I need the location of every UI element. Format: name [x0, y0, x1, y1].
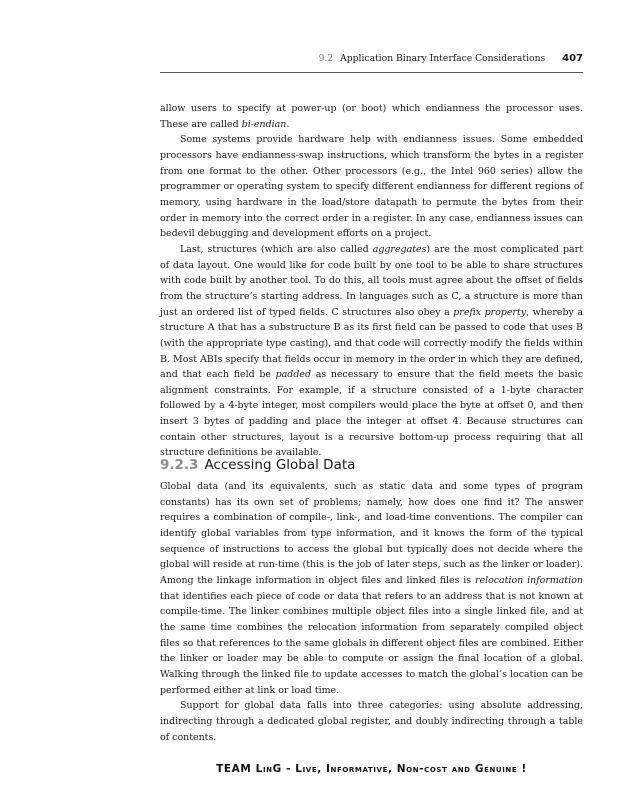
page-number: 407 — [562, 53, 583, 64]
section-heading — [160, 457, 583, 473]
body-text-top — [160, 101, 583, 461]
body-text-bottom — [160, 479, 583, 745]
running-head-section-number: 9.2 — [318, 53, 334, 64]
paragraph-support-global-data: Support for global data falls into three categories: using absolute addressing, indirecting through a dedicated global register, and doubly indirecting through a table of contents. — [160, 700, 583, 743]
section-heading-number: 9.2.3 — [160, 457, 199, 473]
term-bi-endian: bi-endian — [241, 118, 287, 130]
paragraph-bi-endian: allow users to specify at power-up (or boot) which endianness the processor uses. These are called bi-endian. — [160, 103, 583, 130]
paragraph-global-data: Global data (and its equivalents, such as static data and some types of program constants) has its own set of problems; namely, how does one find it? The answer requires a combination of compile-, link-, and load-time conventions. The compiler can identify global variables from type information, and it knows the form of the typical sequence of instructions to access the global but typically does not decide where the global will reside at run-time (this is the job of later steps, such as the linker or loader). Among the linkage information in object files and linked files is relocation information that identifies each piece of code or data that refers to an address that is not known at compile-time. The linker combines multiple object files into a single linked file, and at the same time combines the relocation information from separately compiled object files so that references to the same globals in different object files are combined. Either the linker or loader may be able to compute or assign the final location of a global. Walking through the linked file to update accesses to match the global’s location can be performed either at link or load time. — [160, 481, 583, 696]
term-aggregates: aggregates — [372, 243, 427, 255]
running-head — [160, 53, 583, 65]
section-heading-title: Accessing Global Data — [204, 457, 356, 473]
term-padded: padded — [275, 369, 312, 381]
header-rule — [160, 72, 583, 73]
paragraph-structures: Last, structures (which are also called aggregates) are the most complicated part of data layout. One would like for code built by one tool to be able to share structures with code built by another tool. To do this, all tools must agree about the offset of fields from the structure’s starting address. In languages such as C, a structure is more than just an ordered list of typed fields. C structures also obey a prefix property, whereby a structure A that has a substructure B as its first field can be passed to code that uses B (with the appropriate type casting), and that code will correctly modify the fields within B. Most ABIs specify that fields occur in memory in the order in which they are defined, and that each field be padded as necessary to ensure that the field meets the basic alignment constraints. For example, if a structure consisted of a 1-byte character followed by a 4-byte integer, most compilers would place the byte at offset 0, and then insert 3 bytes of padding and place the integer at offset 4. Because structures can contain other structures, layout is a recursive bottom-up process requiring that all structure definitions be available. — [160, 243, 584, 459]
term-relocation-information: relocation information — [474, 574, 583, 586]
paragraph-hardware-help: Some systems provide hardware help with endianness issues. Some embedded processors have endianness-swap instructions, which transform the bytes in a register from one format to the other. Other processors (e.g., the Intel 960 series) allow the programmer or operating system to specify different endianness for different regions of memory, using hardware in the load/store datapath to permute the bytes from their order in memory into the correct order in a register. In any case, endianness issues can bedevil debugging and development efforts on a project. — [160, 134, 583, 240]
term-prefix-property: prefix property — [453, 306, 527, 318]
footer-watermark: TEAM LinG - Live, Informative, Non-cost and Genuine ! — [216, 763, 527, 775]
running-head-title: Application Binary Interface Considerations — [340, 53, 546, 64]
